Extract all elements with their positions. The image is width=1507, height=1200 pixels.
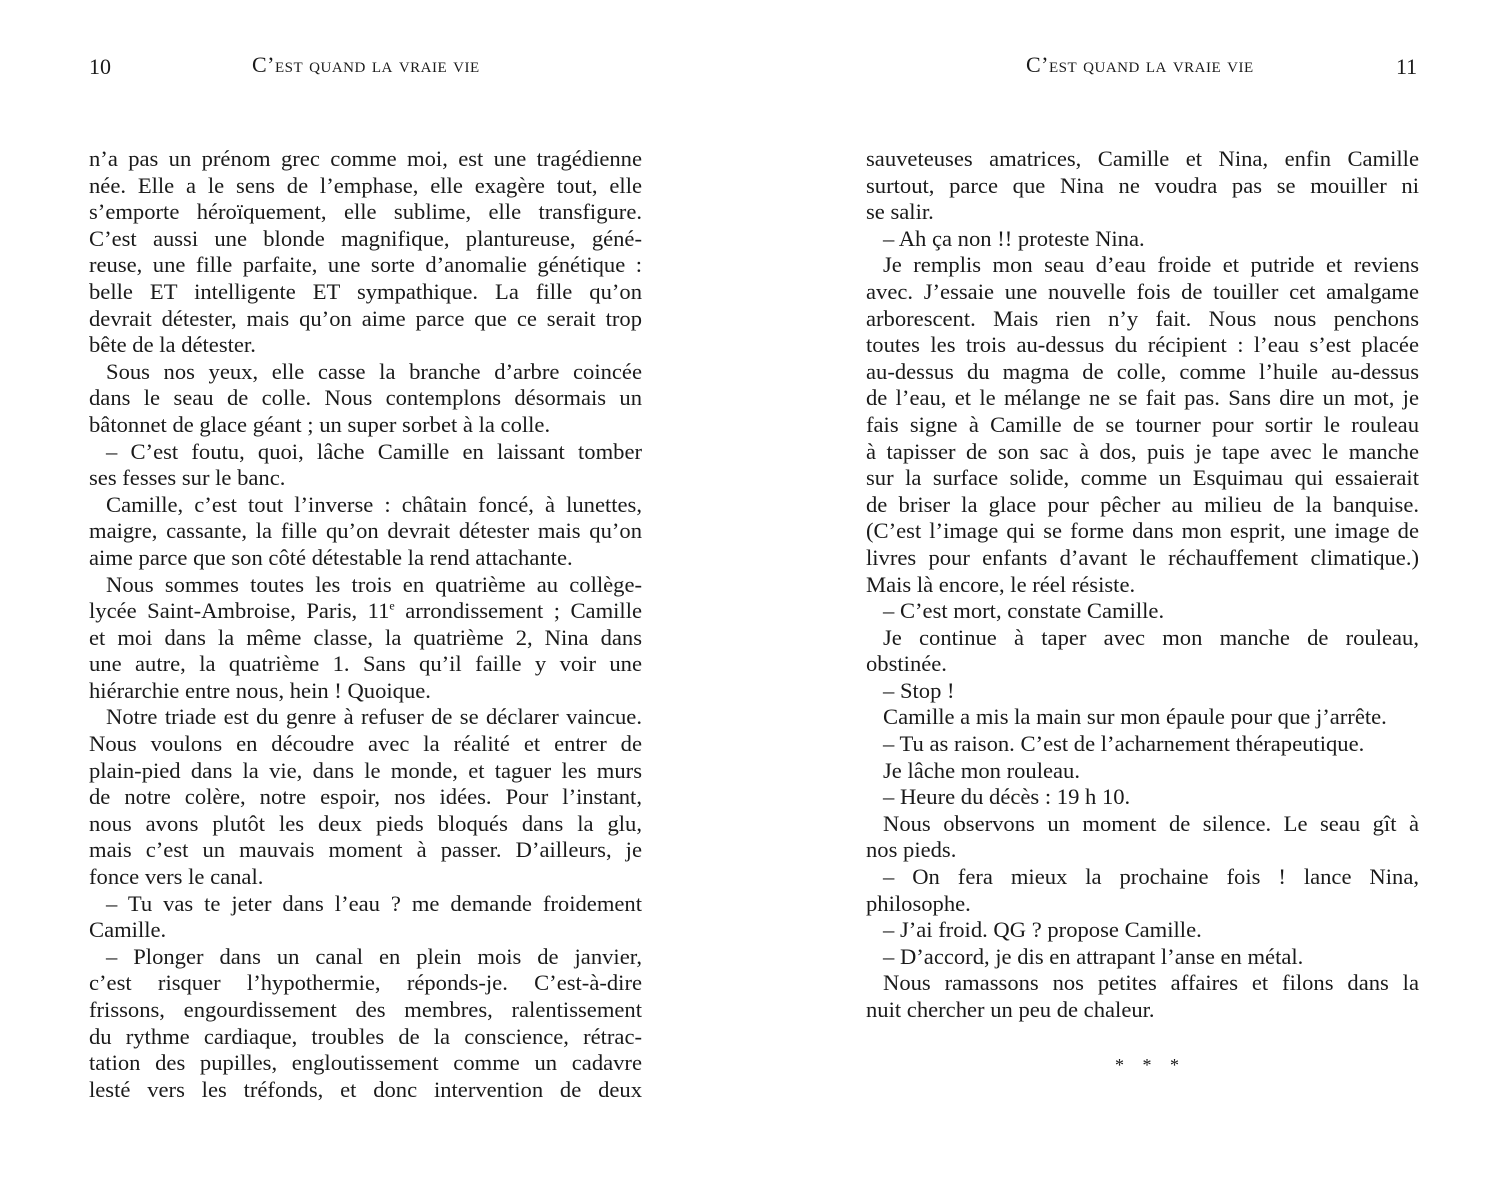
text-line: Camille, c’est tout l’inverse : châtain foncé, à lunettes, xyxy=(106,491,642,517)
right-page-number: 11 xyxy=(1396,54,1418,79)
text-line: née. Elle a le sens de l’emphase, elle exagère tout, elle xyxy=(89,172,642,198)
section-break: * * * xyxy=(1115,1055,1186,1075)
left-running-title: C’est quand la vraie vie xyxy=(252,52,480,77)
text-line: aime parce que son côté détestable la rend attachante. xyxy=(89,544,573,570)
text-line: n’a pas un prénom grec comme moi, est une tragédienne xyxy=(89,146,642,171)
text-line: dans le seau de colle. Nous contemplons désormais un xyxy=(89,385,642,411)
text-line: Nous sommes toutes les trois en quatrième au collège- xyxy=(106,571,642,597)
text-line: Je lâche mon rouleau. xyxy=(883,757,1080,783)
text-line: tation des pupilles, engloutissement comme un cadavre xyxy=(89,1050,642,1076)
text-line: C’est aussi une blonde magnifique, plantureuse, géné- xyxy=(89,225,642,251)
text-line: Nous observons un moment de silence. Le seau gît à xyxy=(883,810,1419,836)
text-line: c’est risquer l’hypothermie, réponds-je. C’est-à-dire xyxy=(89,970,642,996)
left-page-number: 10 xyxy=(89,54,111,79)
right-running-title: C’est quand la vraie vie xyxy=(1026,52,1254,77)
text-line: fonce vers le canal. xyxy=(89,864,264,890)
text-line: et moi dans la même classe, la quatrième 2, Nina dans xyxy=(89,624,642,650)
text-line: à tapisser de son sac à dos, puis je tape avec le manche xyxy=(866,438,1419,464)
text-line: devrait détester, mais qu’on aime parce que ce serait trop xyxy=(89,305,642,331)
text-line: – Stop ! xyxy=(883,677,955,703)
text-line: surtout, parce que Nina ne voudra pas se mouiller ni xyxy=(866,172,1419,198)
text-line: livres pour enfants d’avant le réchauffement climatique.) xyxy=(866,544,1419,570)
text-line: au-dessus du magma de colle, comme l’huile au-dessus xyxy=(866,358,1419,384)
text-line: – J’ai froid. QG ? propose Camille. xyxy=(883,917,1202,943)
text-line: – C’est foutu, quoi, lâche Camille en laissant tomber xyxy=(106,438,642,464)
text-line: de notre colère, notre espoir, nos idées. Pour l’instant, xyxy=(89,784,642,810)
text-line: nuit chercher un peu de chaleur. xyxy=(866,997,1155,1022)
text-line: avec. J’essaie une nouvelle fois de touiller cet amalgame xyxy=(866,278,1419,304)
text-line: – D’accord, je dis en attrapant l’anse en métal. xyxy=(883,943,1304,969)
text-line: reuse, une fille parfaite, une sorte d’anomalie génétique : xyxy=(89,252,642,278)
text-line: bâtonnet de glace géant ; un super sorbet à la colle. xyxy=(89,411,551,437)
text-line: frissons, engourdissement des membres, ralentissement xyxy=(89,997,642,1022)
text-line: (C’est l’image qui se forme dans mon esprit, une image de xyxy=(866,518,1419,544)
text-line: obstinée. xyxy=(866,651,947,677)
text-line: – Heure du décès : 19 h 10. xyxy=(883,784,1131,810)
text-line: – Ah ça non !! proteste Nina. xyxy=(883,225,1145,251)
text-line: s’emporte héroïquement, elle sublime, elle transfigure. xyxy=(89,199,642,225)
text-line: nous avons plutôt les deux pieds bloqués dans la glu, xyxy=(89,810,642,836)
text-line: de briser la glace pour pêcher au milieu de la banquise. xyxy=(866,491,1419,517)
text-line: – Plonger dans un canal en plein mois de janvier, xyxy=(106,943,642,969)
text-line: – Tu vas te jeter dans l’eau ? me demande froidement xyxy=(106,890,642,916)
text-line: mais c’est un mauvais moment à passer. D’ailleurs, je xyxy=(89,837,642,863)
left-page xyxy=(0,0,740,1200)
text-line: Je remplis mon seau d’eau froide et putride et reviens xyxy=(883,252,1419,278)
text-line: de l’eau, et le mélange ne se fait pas. Sans dire un mot, je xyxy=(866,385,1419,411)
text-line: bête de la détester. xyxy=(89,332,256,358)
text-line: – C’est mort, constate Camille. xyxy=(883,598,1165,624)
text-line: philosophe. xyxy=(866,890,971,916)
text-line: Nous voulons en découdre avec la réalité et entrer de xyxy=(89,731,642,757)
text-line: fais signe à Camille de se tourner pour sortir le rouleau xyxy=(866,411,1419,437)
text-line: Camille. xyxy=(89,917,167,943)
text-line: Sous nos yeux, elle casse la branche d’arbre coincée xyxy=(106,358,642,384)
text-line: lesté vers les tréfonds, et donc intervention de deux xyxy=(89,1076,642,1102)
text-line: Camille a mis la main sur mon épaule pour que j’arrête. xyxy=(883,704,1387,730)
text-line: Notre triade est du genre à refuser de se déclarer vaincue. xyxy=(106,704,642,730)
right-page xyxy=(760,0,1507,1200)
text-line: nos pieds. xyxy=(866,837,957,863)
text-line: ses fesses sur le banc. xyxy=(89,465,286,491)
text-line: sauveteuses amatrices, Camille et Nina, enfin Camille xyxy=(866,146,1419,171)
right-body-text xyxy=(866,146,1419,1024)
text-line: sur la surface solide, comme un Esquimau qui essaierait xyxy=(866,465,1419,491)
text-line: maigre, cassante, la fille qu’on devrait détester mais qu’on xyxy=(89,518,642,544)
text-line: Je continue à taper avec mon manche de rouleau, xyxy=(883,624,1419,650)
text-line: du rythme cardiaque, troubles de la conscience, rétrac- xyxy=(89,1023,642,1049)
text-line: une autre, la quatrième 1. Sans qu’il faille y voir une xyxy=(89,651,642,677)
text-line: lycée Saint-Ambroise, Paris, 11e arrondissement ; Camille xyxy=(89,598,642,624)
left-body-text xyxy=(89,146,642,1103)
text-line: toutes les trois au-dessus du récipient : l’eau s’est placée xyxy=(866,332,1419,358)
text-line: Mais là encore, le réel résiste. xyxy=(866,571,1136,597)
text-line: arborescent. Mais rien n’y fait. Nous nous penchons xyxy=(866,305,1419,331)
text-line: Nous ramassons nos petites affaires et filons dans la xyxy=(883,970,1419,996)
text-line: – Tu as raison. C’est de l’acharnement thérapeutique. xyxy=(883,731,1365,757)
text-line: – On fera mieux la prochaine fois ! lance Nina, xyxy=(883,864,1419,890)
text-line: plain-pied dans la vie, dans le monde, et taguer les murs xyxy=(89,757,642,783)
text-line: hiérarchie entre nous, hein ! Quoique. xyxy=(89,677,431,703)
text-line: belle ET intelligente ET sympathique. La fille qu’on xyxy=(89,278,642,304)
text-line: se salir. xyxy=(866,199,934,225)
